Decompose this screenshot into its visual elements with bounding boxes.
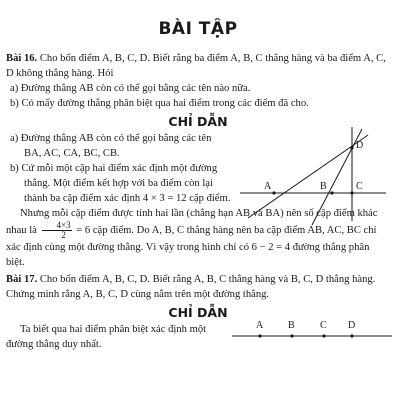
- point-a: [272, 191, 275, 194]
- hint-17-block: [6, 322, 390, 352]
- hint-16-explanation-part2: = 6 cặp điểm. Do A, B, C thẳng hàng nên ba cặp điểm AB, AC, BC chỉ xác định cùng một đường thẳng. Vì vậy trong hình chỉ có 6 − 2 = 4 đường thẳng phân biệt.: [6, 225, 377, 269]
- label-c: C: [356, 181, 363, 192]
- label-d-17: D: [348, 320, 356, 332]
- problem-17: [6, 272, 390, 302]
- problem-17-label: Bài 17.: [6, 274, 38, 286]
- label-c-17: C: [320, 320, 327, 332]
- problem-17-text: Cho bốn điểm A, B, C, D. Biết rằng A, B, C thẳng hàng và B, C, D thẳng hàng. Chứng minh rằng A, B, C, D cùng nằm trên một đường thẳng.: [6, 274, 376, 301]
- line-ad: [248, 135, 368, 218]
- problem-16-item-a: a) Đường thẳng AB còn có thể gọi bằng các tên nào nữa.: [10, 83, 251, 95]
- hint-16-block: [6, 131, 390, 206]
- point-b-17: [290, 334, 293, 337]
- problem-16: [6, 51, 390, 81]
- figure-16: [234, 123, 394, 233]
- point-d-17: [350, 334, 353, 337]
- label-b: B: [320, 181, 327, 192]
- hint-16-explanation-part1: Nhưng mỗi cặp điểm được tính hai lần (chẳng hạn AB và BA) nên số cặp điểm khác nhau là: [6, 208, 378, 237]
- figure-17: [228, 314, 396, 348]
- hint-16-b: b) Cứ mỗi một cặp hai điểm xác định một đường thẳng. Một điểm kết hợp với ba điểm còn lại thành ba cặp điểm xác định 4 × 3 = 12 cặp điểm.: [10, 163, 231, 205]
- point-c: [350, 191, 353, 194]
- line-bd: [312, 129, 362, 225]
- problem-16-label: Bài 16.: [6, 53, 38, 65]
- page-title: BÀI TẬP: [158, 19, 238, 39]
- label-d: D: [356, 140, 364, 151]
- label-b-17: B: [288, 320, 295, 332]
- point-d: [350, 146, 353, 149]
- hint-17-text: Ta biết qua hai điểm phân biệt xác định một đường thẳng duy nhất.: [6, 324, 207, 351]
- hint-16-heading: CHỈ DẪN: [168, 114, 228, 130]
- label-a-17: A: [256, 320, 264, 332]
- fraction-numerator: 4×3: [42, 221, 72, 231]
- point-c-17: [322, 334, 325, 337]
- point-a-17: [258, 334, 261, 337]
- fraction-denominator: 2: [61, 230, 66, 241]
- problem-16-item-b: b) Có mấy đường thẳng phân biệt qua hai điểm trong các điểm đã cho.: [10, 98, 309, 110]
- fraction: [42, 221, 72, 240]
- hint-17-heading: CHỈ DẪN: [168, 305, 228, 321]
- label-a: A: [264, 181, 272, 192]
- hint-16-a: a) Đường thẳng AB còn có thể gọi bằng các tên BA, AC, CA, BC, CB.: [10, 133, 212, 160]
- point-b: [330, 191, 333, 194]
- problem-16-text: Cho bốn điểm A, B, C, D. Biết rằng ba điểm A, B, C thẳng hàng và ba điểm A, C, D không thẳng hàng. Hỏi: [6, 53, 386, 80]
